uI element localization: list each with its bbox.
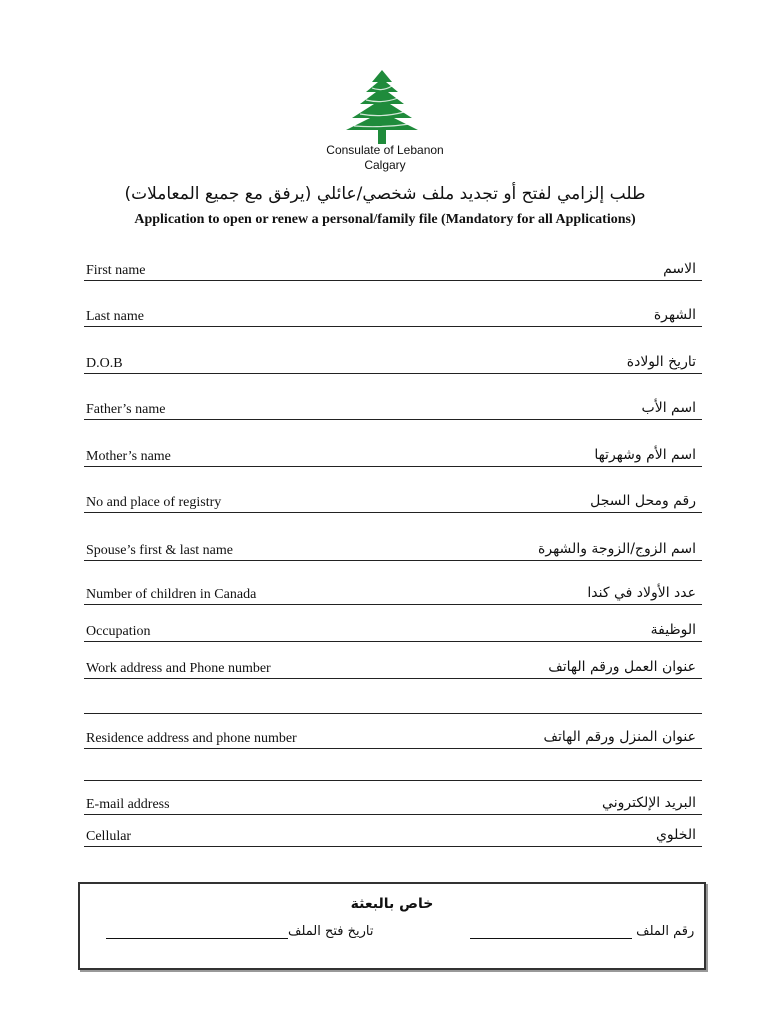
field-first-name[interactable]	[84, 256, 702, 281]
form-title-arabic: طلب إلزامي لفتح أو تجديد ملف شخصي/عائلي (يرفق مع جميع المعاملات)	[124, 184, 646, 204]
field-label-ar: الخلوي	[655, 827, 696, 843]
field-occupation[interactable]	[84, 617, 702, 642]
field-label-en: Work address and Phone number	[86, 661, 271, 676]
field-label-en: No and place of registry	[86, 495, 222, 510]
field-label-en: D.O.B	[86, 356, 123, 371]
field-label-en: Father’s name	[86, 402, 166, 417]
field-label-en: E-mail address	[86, 797, 170, 812]
field-label-ar: رقم ومحل السجل	[590, 493, 696, 509]
field-label-ar: اسم الأم وشهرتها	[594, 447, 696, 463]
office-use-title: خاص بالبعثة	[350, 896, 434, 912]
field-work-address[interactable]	[84, 654, 702, 679]
field-email[interactable]	[84, 790, 702, 815]
field-label-en: Residence address and phone number	[86, 731, 297, 746]
field-registry[interactable]	[84, 488, 702, 513]
field-dob[interactable]	[84, 349, 702, 374]
file-number-field[interactable]	[470, 924, 694, 939]
cedar-logo-icon	[342, 68, 422, 146]
consulate-city: Calgary	[364, 158, 406, 172]
field-residence-address[interactable]	[84, 724, 702, 749]
field-label-en: Number of children in Canada	[86, 587, 257, 602]
field-label-ar: البريد الإلكتروني	[602, 795, 696, 811]
field-mothers-name[interactable]	[84, 442, 702, 467]
field-cellular[interactable]	[84, 822, 702, 847]
form-title-english: Application to open or renew a personal/family file (Mandatory for all Applications)	[134, 212, 636, 227]
field-label-en: Last name	[86, 309, 144, 324]
residence-address-extra-line[interactable]	[84, 780, 702, 781]
field-label-en: Cellular	[86, 829, 132, 844]
consulate-name: Consulate of Lebanon	[326, 143, 444, 157]
file-number-label: رقم الملف	[636, 924, 695, 939]
field-label-ar: عدد الأولاد في كندا	[587, 585, 696, 601]
work-address-extra-line[interactable]	[84, 713, 702, 714]
office-use-box	[78, 882, 706, 970]
field-last-name[interactable]	[84, 302, 702, 327]
field-children-count[interactable]	[84, 580, 702, 605]
field-label-ar: تاريخ الولادة	[626, 354, 696, 370]
field-fathers-name[interactable]	[84, 395, 702, 420]
field-label-ar: الوظيفة	[650, 622, 696, 638]
field-label-en: First name	[86, 263, 146, 278]
field-label-en: Occupation	[86, 624, 151, 639]
file-open-date-label: تاريخ فتح الملف	[288, 924, 374, 939]
field-label-ar: اسم الزوج/الزوجة والشهرة	[538, 541, 696, 557]
file-open-date-field[interactable]	[106, 924, 374, 939]
file-number-blank[interactable]	[470, 924, 632, 939]
field-label-ar: الشهرة	[653, 307, 696, 323]
field-label-ar: عنوان العمل ورقم الهاتف	[548, 659, 696, 675]
field-label-en: Spouse’s first & last name	[86, 543, 233, 558]
field-label-en: Mother’s name	[86, 449, 171, 464]
field-label-ar: عنوان المنزل ورقم الهاتف	[543, 729, 696, 745]
field-label-ar: اسم الأب	[641, 400, 696, 416]
file-open-date-blank[interactable]	[106, 924, 288, 939]
field-label-ar: الاسم	[663, 261, 696, 277]
field-spouse-name[interactable]	[84, 536, 702, 561]
